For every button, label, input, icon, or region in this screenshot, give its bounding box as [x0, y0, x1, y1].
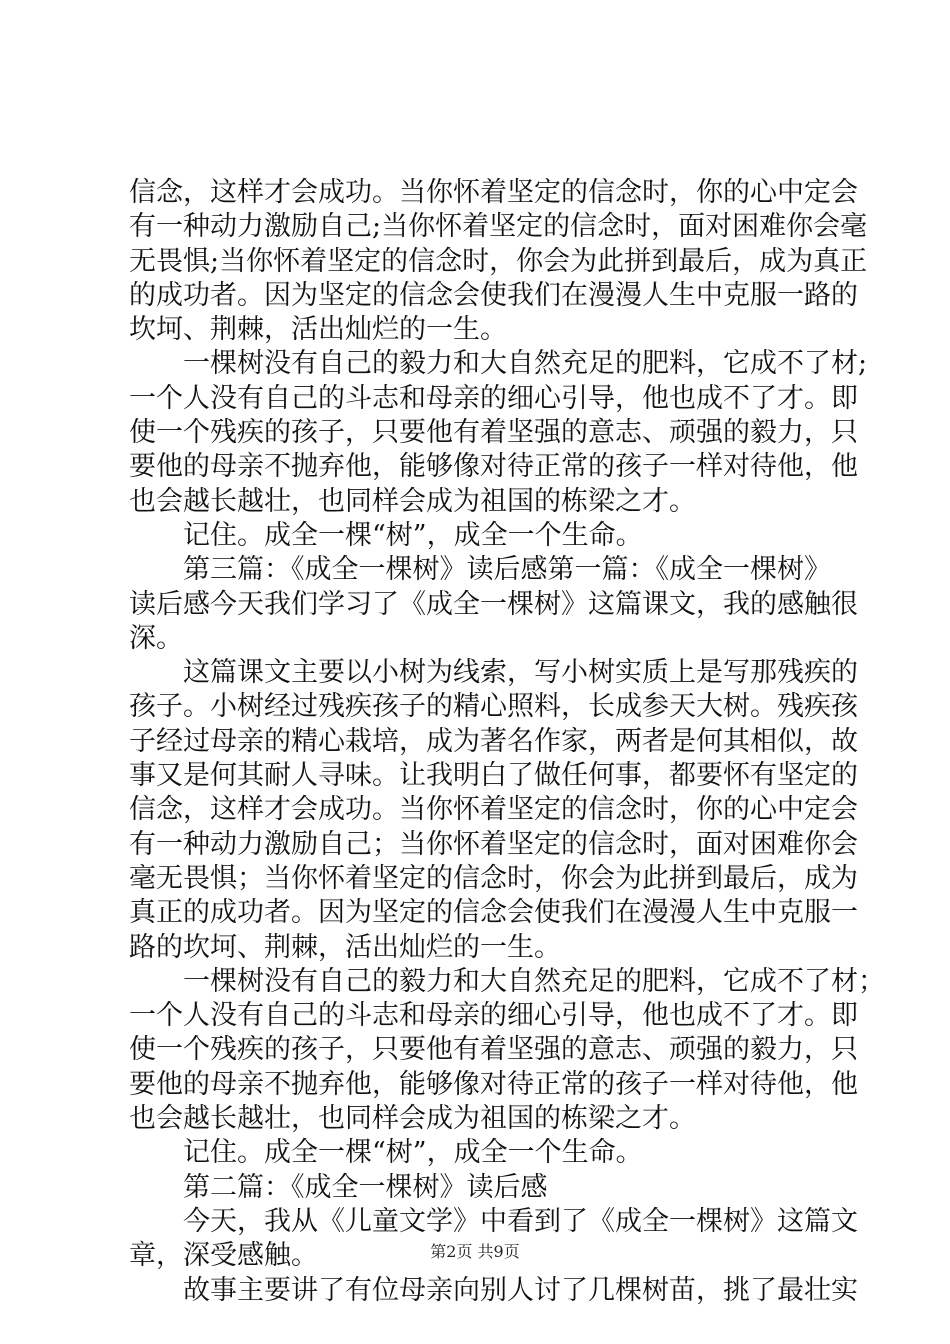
text-line: 一个人没有自己的斗志和母亲的细心引导，他也成不了才。即 — [129, 1000, 858, 1032]
text-line: 有一种动力激励自己;当你怀着坚定的信念时，面对困难你会毫 — [129, 211, 868, 243]
text-line: 孩子。小树经过残疾孩子的精心照料，长成参天大树。残疾孩 — [129, 691, 858, 723]
text-line: 也会越长越壮，也同样会成为祖国的栋梁之才。 — [129, 1103, 696, 1135]
text-line: 信念，这样才会成功。当你怀着坚定的信念时，你的心中定会 — [129, 794, 858, 826]
text-line: 第三篇：《成全一棵树》读后感第一篇：《成全一棵树》 — [183, 554, 831, 586]
text-line: 今天，我从《儿童文学》中看到了《成全一棵树》这篇文 — [183, 1205, 858, 1237]
text-line: 事又是何其耐人寻味。让我明白了做任何事，都要怀有坚定的 — [129, 760, 858, 792]
text-line: 也会越长越壮，也同样会成为祖国的栋梁之才。 — [129, 485, 696, 517]
text-line: 使一个残疾的孩子，只要他有着坚强的意志、顽强的毅力，只 — [129, 417, 858, 449]
page-footer: 第2页 共9页 — [430, 1242, 520, 1261]
text-line: 子经过母亲的精心栽培，成为著名作家，两者是何其相似，故 — [129, 725, 858, 757]
text-line: 路的坎坷、荆棘，活出灿烂的一生。 — [129, 931, 561, 963]
text-line: 的成功者。因为坚定的信念会使我们在漫漫人生中克服一路的 — [129, 279, 858, 311]
text-line: 深。 — [129, 622, 183, 654]
text-line: 真正的成功者。因为坚定的信念会使我们在漫漫人生中克服一 — [129, 897, 858, 929]
text-line: 要他的母亲不抛弃他，能够像对待正常的孩子一样对待他，他 — [129, 1068, 858, 1100]
text-line: 信念，这样才会成功。当你怀着坚定的信念时，你的心中定会 — [129, 177, 858, 208]
text-line: 有一种动力激励自己；当你怀着坚定的信念时，面对困难你会 — [129, 828, 858, 860]
text-line: 无畏惧;当你怀着坚定的信念时，你会为此拼到最后，成为真正 — [129, 245, 868, 277]
text-line: 记住。成全一棵“树”，成全一个生命。 — [183, 519, 643, 551]
text-line: 一个人没有自己的斗志和母亲的细心引导，他也成不了才。即 — [129, 382, 858, 414]
text-line: 故事主要讲了有位母亲向别人讨了几棵树苗，挑了最壮实 — [183, 1274, 858, 1306]
text-line: 记住。成全一棵“树”，成全一个生命。 — [183, 1137, 643, 1169]
text-line: 使一个残疾的孩子，只要他有着坚强的意志、顽强的毅力，只 — [129, 1034, 858, 1066]
text-line: 章，深受感触。 — [129, 1240, 318, 1272]
text-line: 读后感今天我们学习了《成全一棵树》这篇课文，我的感触很 — [129, 588, 858, 620]
text-line: 要他的母亲不抛弃他，能够像对待正常的孩子一样对待他，他 — [129, 451, 858, 483]
text-line: 毫无畏惧；当你怀着坚定的信念时，你会为此拼到最后，成为 — [129, 862, 858, 894]
text-line: 一棵树没有自己的毅力和大自然充足的肥料，它成不了材; — [183, 348, 868, 380]
document-body — [129, 176, 885, 1308]
text-line: 坎坷、荆棘，活出灿烂的一生。 — [129, 314, 507, 346]
text-line: 这篇课文主要以小树为线索，写小树实质上是写那残疾的 — [183, 657, 858, 689]
text-line: 一棵树没有自己的毅力和大自然充足的肥料，它成不了材； — [183, 965, 885, 997]
text-line: 第二篇：《成全一棵树》读后感 — [183, 1171, 548, 1203]
